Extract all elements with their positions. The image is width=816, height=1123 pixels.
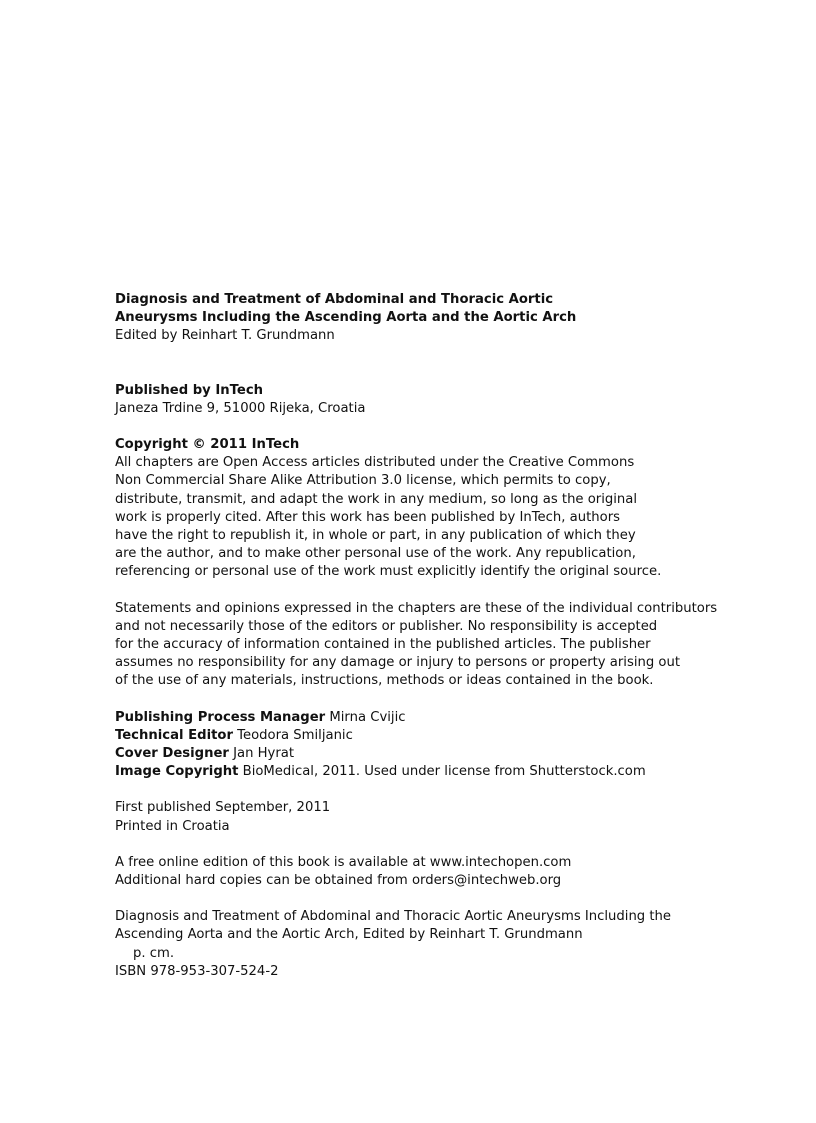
copyright-heading: Copyright © 2011 InTech <box>115 437 300 453</box>
cip-title-line: Diagnosis and Treatment of Abdominal and Thoracic Aortic Aneurysms Including the <box>115 909 672 925</box>
disclaimer-line: of the use of any materials, instructions, methods or ideas contained in the book. <box>115 673 654 689</box>
publication-block <box>115 799 755 835</box>
book-title-block <box>115 291 755 346</box>
credit-value: Mirna Cvijic <box>325 709 406 725</box>
hard-copies: Additional hard copies can be obtained from orders@intechweb.org <box>115 873 562 889</box>
credit-technical-editor <box>115 727 755 745</box>
publisher-block <box>115 382 755 418</box>
isbn: ISBN 978-953-307-524-2 <box>115 963 279 979</box>
credit-publishing-process-manager <box>115 709 755 727</box>
edited-by: Edited by Reinhart T. Grundmann <box>115 328 335 344</box>
book-title-line-1: Diagnosis and Treatment of Abdominal and Thoracic Aortic <box>115 292 554 307</box>
disclaimer-line: assumes no responsibility for any damage or injury to persons or property arising out <box>115 655 681 671</box>
credit-label: Publishing Process Manager <box>115 709 326 725</box>
copyright-line: All chapters are Open Access articles distributed under the Creative Commons <box>115 455 635 471</box>
disclaimer-line: and not necessarily those of the editors or publisher. No responsibility is accepted <box>115 618 658 634</box>
disclaimer-block <box>115 600 755 691</box>
credit-label: Cover Designer <box>115 746 229 762</box>
first-published: First published September, 2011 <box>115 800 331 816</box>
credits-block <box>115 709 755 782</box>
credit-label: Image Copyright <box>115 764 239 780</box>
credit-image-copyright <box>115 763 755 781</box>
copyright-line: Non Commercial Share Alike Attribution 3.0 license, which permits to copy, <box>115 473 611 489</box>
printed-in: Printed in Croatia <box>115 818 230 834</box>
publisher-heading: Published by InTech <box>115 382 264 398</box>
credit-value: Teodora Smiljanic <box>232 727 353 743</box>
publisher-address: Janeza Trdine 9, 51000 Rijeka, Croatia <box>115 400 366 416</box>
copyright-line: have the right to republish it, in whole or part, in any publication of which they <box>115 528 636 544</box>
copyright-line: distribute, transmit, and adapt the work in any medium, so long as the original <box>115 491 638 507</box>
cip-title-line: Ascending Aorta and the Aortic Arch, Edited by Reinhart T. Grundmann <box>115 927 583 943</box>
copyright-block <box>115 436 755 582</box>
cip-pages: p. cm. <box>133 945 175 961</box>
cip-block <box>115 908 755 981</box>
copyright-line: referencing or personal use of the work must explicitly identify the original source. <box>115 564 662 580</box>
book-title-line-2: Aneurysms Including the Ascending Aorta and the Aortic Arch <box>115 310 577 326</box>
credit-cover-designer <box>115 745 755 763</box>
online-edition: A free online edition of this book is available at www.intechopen.com <box>115 854 572 870</box>
copyright-page <box>115 291 755 981</box>
credit-label: Technical Editor <box>115 727 233 743</box>
credit-value: Jan Hyrat <box>228 746 295 762</box>
credit-value: BioMedical, 2011. Used under license from Shutterstock.com <box>238 764 646 780</box>
copyright-line: are the author, and to make other personal use of the work. Any republication, <box>115 546 636 562</box>
copyright-line: work is properly cited. After this work has been published by InTech, authors <box>115 509 620 525</box>
availability-block <box>115 854 755 890</box>
disclaimer-line: Statements and opinions expressed in the chapters are these of the individual contributors <box>115 600 718 616</box>
disclaimer-line: for the accuracy of information contained in the published articles. The publisher <box>115 637 651 653</box>
